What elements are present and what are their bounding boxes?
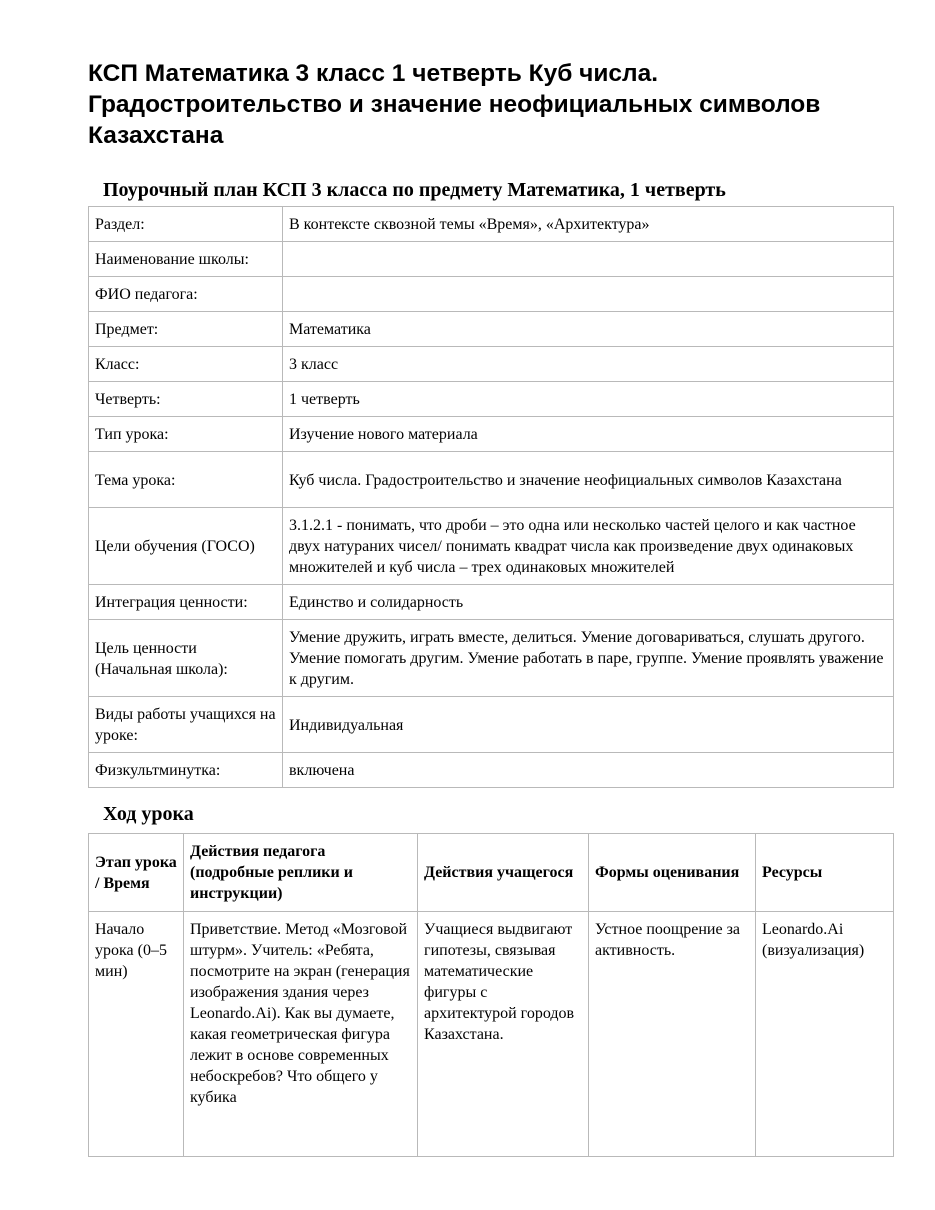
info-value: 3 класс [283, 347, 894, 382]
info-value: 3.1.2.1 - понимать, что дроби – это одна или несколько частей целого и как частное двух натураних чисел/ понимать квадрат числа как произведение двух одинаковых множителей и куб числа – трех одинаковых множителей [283, 508, 894, 585]
info-label: Наименование школы: [89, 242, 283, 277]
table-row [89, 508, 894, 585]
table-header-row [89, 834, 894, 912]
lesson-flow-table [88, 833, 894, 1157]
document-title: КСП Математика 3 класс 1 четверть Куб числа. Градостроительство и значение неофициальных символов Казахстана [88, 60, 821, 149]
info-value: Индивидуальная [283, 697, 894, 753]
table-row [89, 207, 894, 242]
stage-cell: Начало урока (0–5 мин) [89, 912, 184, 1157]
info-label: Тема урока: [89, 452, 283, 508]
info-label: Тип урока: [89, 417, 283, 452]
info-value: Умение дружить, играть вместе, делиться. Умение договариваться, слушать другого. Умение помогать другим. Умение работать в паре, группе. Умение проявлять уважение к другим. [283, 620, 894, 697]
table-row [89, 312, 894, 347]
student-actions-cell: Учащиеся выдвигают гипотезы, связывая математические фигуры с архитектурой городов Казахстана. [418, 912, 589, 1157]
document-page [88, 58, 893, 1157]
resources-cell: Leonardo.Ai (визуализация) [756, 912, 894, 1157]
column-header: Действия педагога (подробные реплики и инструкции) [184, 834, 418, 912]
table-row [89, 417, 894, 452]
column-header: Ресурсы [756, 834, 894, 912]
table-row [89, 912, 894, 1157]
table-row [89, 382, 894, 417]
table-row [89, 753, 894, 788]
info-label: Раздел: [89, 207, 283, 242]
table-row [89, 242, 894, 277]
info-label: Физкультминутка: [89, 753, 283, 788]
lesson-heading: Ход урока [103, 803, 194, 825]
table-row [89, 452, 894, 508]
info-label: Класс: [89, 347, 283, 382]
column-header: Формы оценивания [589, 834, 756, 912]
table-row [89, 697, 894, 753]
info-value: Изучение нового материала [283, 417, 894, 452]
info-value [283, 242, 894, 277]
info-value: Математика [283, 312, 894, 347]
assessment-cell: Устное поощрение за активность. [589, 912, 756, 1157]
info-label: Четверть: [89, 382, 283, 417]
column-header: Этап урока / Время [89, 834, 184, 912]
table-row [89, 585, 894, 620]
info-value: Куб числа. Градостроительство и значение неофициальных символов Казахстана [283, 452, 894, 508]
info-label: ФИО педагога: [89, 277, 283, 312]
table-row [89, 277, 894, 312]
info-label: Цель ценности (Начальная школа): [89, 620, 283, 697]
info-label: Предмет: [89, 312, 283, 347]
info-value: Единство и солидарность [283, 585, 894, 620]
plan-heading: Поурочный план КСП 3 класса по предмету Математика, 1 четверть [103, 179, 726, 201]
teacher-actions-cell: Приветствие. Метод «Мозговой штурм». Учитель: «Ребята, посмотрите на экран (генерация изображения здания через Leonardo.Ai). Как вы думаете, какая геометрическая фигура лежит в основе современных небоскребов? Что общего у кубика [184, 912, 418, 1157]
table-row [89, 620, 894, 697]
info-value [283, 277, 894, 312]
lesson-info-table [88, 206, 894, 788]
info-label: Интеграция ценности: [89, 585, 283, 620]
info-value: 1 четверть [283, 382, 894, 417]
info-value: В контексте сквозной темы «Время», «Архитектура» [283, 207, 894, 242]
table-row [89, 347, 894, 382]
info-value: включена [283, 753, 894, 788]
info-label: Цели обучения (ГОСО) [89, 508, 283, 585]
column-header: Действия учащегося [418, 834, 589, 912]
info-label: Виды работы учащихся на уроке: [89, 697, 283, 753]
